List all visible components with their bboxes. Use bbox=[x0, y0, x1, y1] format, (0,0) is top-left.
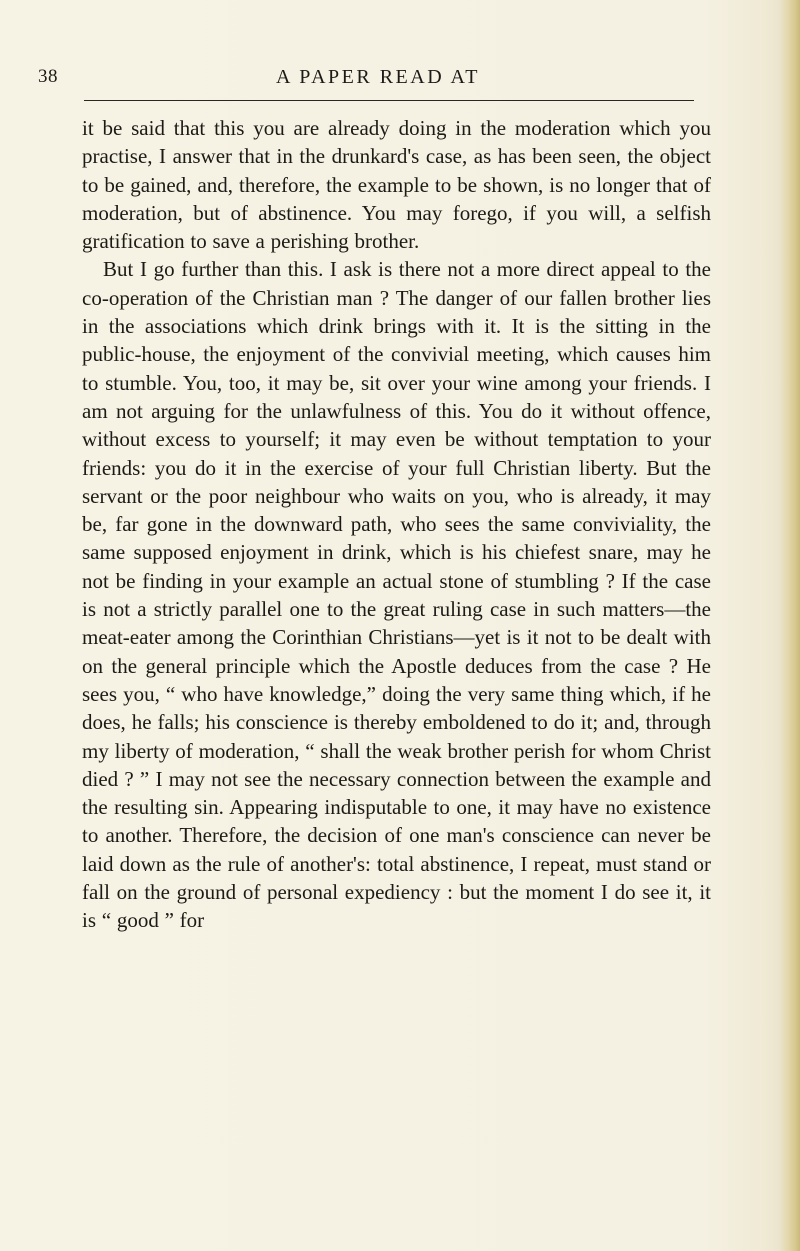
running-head-title: A PAPER READ AT bbox=[275, 66, 481, 88]
running-head bbox=[38, 66, 700, 92]
paragraph: But I go further than this. I ask is there not a more direct appeal to the co-operation of the Christian man ? The danger of our fallen brother lies in the associations which drink brings with it. It is the sitting in the public-house, the enjoyment of the convivial meeting, which causes him to stumble. You, too, it may be, sit over your wine among your friends. I am not arguing for the unlawfulness of this. You do it without offence, without excess to yourself; it may even be without temptation to your friends: you do it in the exercise of your full Christian liberty. But the servant or the poor neighbour who waits on you, who is already, it may be, far gone in the downward path, who sees the same conviviality, the same supposed enjoyment in drink, which is his chiefest snare, may he not be finding in your example an actual stone of stumbling ? If the case is not a strictly parallel one to the great ruling case in such matters—the meat-eater among the Corinthian Christians—yet is it not to be dealt with on the general principle which the Apostle deduces from the case ? He sees you, “ who have knowledge,” doing the very same thing which, if he does, he falls; his conscience is thereby emboldened to do it; and, through my liberty of moderation, “ shall the weak brother perish for whom Christ died ? ” I may not see the necessary connection between the example and the resulting sin. Appearing indisputable to one, it may have no existence to another. Therefore, the decision of one man's conscience can never be laid down as the rule of another's: total abstinence, I repeat, must stand or fall on the ground of personal expediency : but the moment I do see it, it is “ good ” for bbox=[82, 257, 711, 933]
paragraph-continuation: it be said that this you are already doing in the moderation which you practise, I answer that in the drunkard's case, as has been seen, the object to be gained, and, therefore, the example to be shown, is no longer that of moderation, but of abstinence. You may forego, if you will, a selfish gratification to save a perishing brother. bbox=[82, 116, 711, 254]
page-binding-edge bbox=[780, 0, 800, 1251]
page-number: 38 bbox=[38, 66, 58, 87]
body-text bbox=[82, 114, 711, 935]
header-rule bbox=[84, 100, 694, 101]
